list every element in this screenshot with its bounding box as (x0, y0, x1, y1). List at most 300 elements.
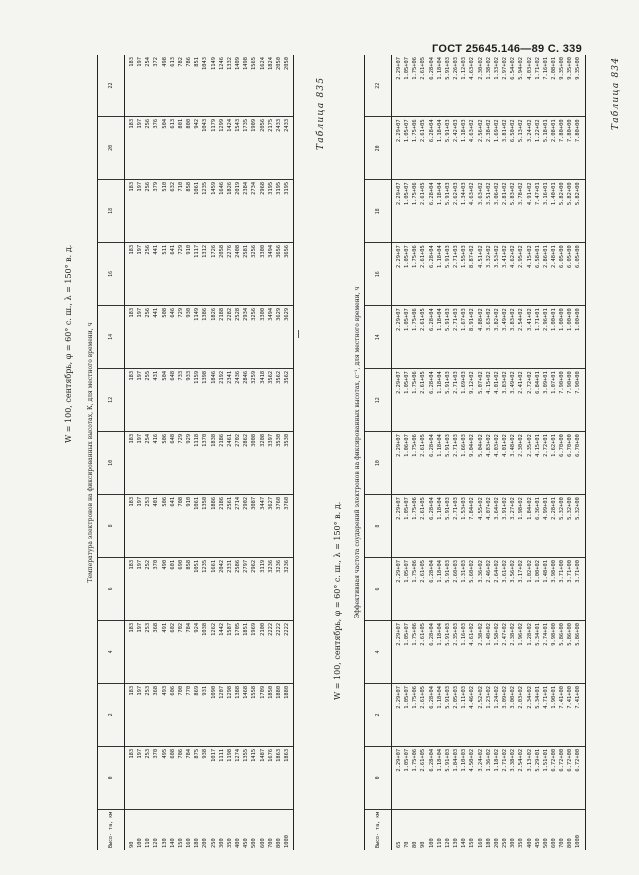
time-column-header: 10 (98, 431, 125, 494)
value-cell: 4.61+02 (468, 621, 476, 684)
value-cell: 4.03+02 (526, 55, 534, 117)
value-cell: 256 (144, 116, 152, 179)
value-cell: 2.48+01 (550, 243, 558, 306)
value-cell: 1909 (250, 116, 258, 179)
value-cell: 5.07+02 (477, 369, 485, 432)
value-cell: 3256 (250, 242, 258, 305)
table-row (144, 55, 152, 850)
time-column-header: 22 (98, 55, 125, 116)
value-cell: 3.71+00 (566, 558, 574, 621)
table-row (392, 55, 404, 850)
value-cell: 256 (144, 305, 152, 368)
value-cell: 9.35+00 (566, 55, 574, 117)
value-cell: 5.04+02 (477, 432, 485, 495)
value-cell: 1061 (193, 494, 201, 557)
value-cell: 641 (169, 494, 177, 557)
table-row (468, 55, 476, 850)
value-cell: 5.83+02 (509, 180, 517, 243)
time-column-header: 0 (98, 746, 125, 809)
value-cell: 2.61+05 (419, 243, 427, 306)
value-cell: 183 (125, 305, 137, 368)
value-cell: 2.72+01 (542, 432, 550, 495)
value-cell: 3656 (275, 242, 283, 305)
value-cell: 2.30+02 (517, 432, 525, 495)
value-cell: 1705 (234, 620, 242, 683)
table-row (444, 55, 452, 850)
value-cell: 1298 (226, 683, 234, 746)
value-cell: 1.84+03 (452, 746, 460, 809)
value-cell: 1624 (259, 55, 267, 116)
height-cell: 450 (534, 838, 541, 848)
value-cell: 3.98+00 (550, 558, 558, 621)
height-cell: 120 (153, 838, 160, 848)
time-column-header: 10 (365, 432, 392, 495)
value-cell: 6.05+00 (566, 243, 574, 306)
height-cell: 350 (226, 838, 233, 848)
value-cell: 770 (185, 683, 193, 746)
value-cell: 5.91+03 (444, 117, 452, 180)
value-cell: 6.70+00 (566, 432, 574, 495)
height-cell: 250 (502, 838, 509, 848)
value-cell: 1388 (234, 683, 242, 746)
value-cell: 2.61+05 (419, 369, 427, 432)
value-cell: 2797 (242, 557, 250, 620)
value-cell: 1.05+07 (403, 117, 411, 180)
value-cell: 183 (125, 746, 137, 809)
table-834 (85, 55, 294, 850)
height-cell: 800 (567, 838, 574, 848)
value-cell: 3656 (283, 242, 294, 305)
value-cell: 2.41+02 (517, 369, 525, 432)
value-cell: 3.56+02 (509, 558, 517, 621)
table-row (218, 55, 226, 850)
value-cell: 1.22+02 (534, 117, 542, 180)
value-cell: 2276 (226, 242, 234, 305)
table-row (509, 55, 517, 850)
value-cell: 3.61+02 (501, 558, 509, 621)
value-cell: 2.08+01 (550, 55, 558, 117)
value-cell: 910 (185, 242, 193, 305)
value-cell: 2.29+07 (392, 180, 404, 243)
value-cell: 401 (152, 494, 160, 557)
value-cell: 5.86+00 (566, 621, 574, 684)
value-cell: 5.94+02 (517, 55, 525, 117)
value-cell: 3397 (267, 431, 275, 494)
table-row (226, 55, 234, 850)
table-row (152, 55, 160, 850)
value-cell: 1149 (193, 305, 201, 368)
table-834-caption: Таблица 834 (611, 56, 621, 130)
height-column-header: Высо- та, км (365, 809, 392, 850)
value-cell: 2.61+05 (419, 306, 427, 369)
value-cell: 197 (136, 683, 144, 746)
value-cell: 1886 (210, 494, 218, 557)
value-cell: 1880 (283, 683, 294, 746)
value-cell: 2714 (234, 494, 242, 557)
value-cell: 3562 (275, 368, 283, 431)
value-cell: 690 (177, 557, 185, 620)
time-column-header: 6 (365, 558, 392, 621)
table-row (169, 55, 177, 850)
value-cell: 1.31+03 (460, 558, 468, 621)
value-cell: 613 (169, 55, 177, 116)
value-cell: 1350 (201, 494, 209, 557)
value-cell: 1.75+06 (411, 683, 419, 746)
value-cell: 1299 (218, 116, 226, 179)
value-cell: 5.91+03 (444, 558, 452, 621)
value-cell: 6.05+00 (558, 243, 566, 306)
value-cell: 2.61+05 (419, 495, 427, 558)
value-cell: 2.60+03 (452, 558, 460, 621)
height-cell: 600 (550, 838, 557, 848)
value-cell: 1.24+02 (493, 683, 501, 746)
value-cell: 1117 (193, 242, 201, 305)
height-cell: 65 (396, 841, 402, 848)
height-cell: 180 (194, 838, 201, 848)
value-cell: 2384 (242, 179, 250, 242)
value-cell: 3.41+02 (501, 243, 509, 306)
value-cell: 2.05+03 (452, 683, 460, 746)
value-cell: 1.75+06 (411, 432, 419, 495)
value-cell: 6.28+04 (428, 558, 436, 621)
value-cell: 1017 (210, 746, 218, 809)
value-cell: 197 (136, 368, 144, 431)
value-cell: 2.74+01 (542, 621, 550, 684)
value-cell: 256 (144, 242, 152, 305)
table-row (534, 55, 542, 850)
value-cell: 782 (177, 55, 185, 116)
page-header: ГОСТ 25645.146—89 С. 339 (432, 43, 582, 55)
value-cell: 253 (144, 620, 152, 683)
value-cell: 5.34+01 (534, 621, 542, 684)
value-cell: 1.90+01 (550, 683, 558, 746)
value-cell: 5.91+03 (444, 746, 452, 809)
value-cell: 2.29+07 (392, 683, 404, 746)
value-cell: 3.36+02 (477, 558, 485, 621)
value-cell: 253 (144, 494, 152, 557)
value-cell: 4.62+02 (509, 243, 517, 306)
value-cell: 2019 (234, 179, 242, 242)
value-cell: 800 (185, 116, 193, 179)
value-cell: 2702 (234, 431, 242, 494)
value-cell: 3.83+02 (509, 306, 517, 369)
value-cell: 254 (144, 431, 152, 494)
value-cell: 1386 (201, 305, 209, 368)
value-cell: 5.82+00 (566, 180, 574, 243)
value-cell: 2586 (234, 557, 242, 620)
height-cell: 600 (259, 838, 266, 848)
value-cell: 1207 (218, 683, 226, 746)
table-row (201, 55, 209, 850)
value-cell: 6.28+04 (428, 621, 436, 684)
value-cell: 2846 (242, 368, 250, 431)
value-cell: 1409 (234, 55, 242, 116)
value-cell: 2.52+02 (477, 683, 485, 746)
value-cell: 3195 (275, 179, 283, 242)
value-cell: 3208 (259, 431, 267, 494)
value-cell: 490 (161, 557, 169, 620)
value-cell: 2.61+05 (419, 683, 427, 746)
value-cell: 1355 (242, 746, 250, 809)
value-cell: 2581 (242, 242, 250, 305)
height-cell: 300 (510, 838, 517, 848)
value-cell: 6.36+01 (534, 495, 542, 558)
value-cell: 3760 (275, 494, 283, 557)
value-cell: 3627 (267, 494, 275, 557)
height-cell: 120 (444, 838, 451, 848)
registration-mark (298, 330, 299, 338)
table-834-grid (97, 55, 294, 850)
table-row (185, 55, 193, 850)
height-cell: 1000 (574, 809, 585, 850)
value-cell: 1.05+07 (403, 558, 411, 621)
value-cell: 858 (185, 557, 193, 620)
height-cell: 500 (542, 838, 549, 848)
value-cell: 3195 (283, 179, 294, 242)
value-cell: 1312 (201, 242, 209, 305)
value-cell: 3.49+02 (509, 369, 517, 432)
value-cell: 6.28+04 (428, 117, 436, 180)
value-cell: 3.63+02 (485, 306, 493, 369)
value-cell: 1.75+06 (411, 495, 419, 558)
value-cell: 183 (125, 55, 137, 116)
value-cell: 1159 (193, 368, 201, 431)
value-cell: 1262 (210, 620, 218, 683)
table-row (566, 55, 574, 850)
value-cell: 197 (136, 116, 144, 179)
value-cell: 2433 (275, 116, 283, 179)
table-row (574, 55, 585, 850)
value-cell: 1198 (226, 746, 234, 809)
value-cell: 3.32+02 (485, 243, 493, 306)
value-cell: 3236 (275, 557, 283, 620)
value-cell: 1.67+03 (460, 306, 468, 369)
value-cell: 1.18+03 (460, 117, 468, 180)
value-cell: 801 (177, 116, 185, 179)
value-cell: 6.28+04 (428, 495, 436, 558)
value-cell: 2.29+07 (392, 306, 404, 369)
value-cell: 3.09+01 (542, 369, 550, 432)
table-row (283, 55, 294, 850)
value-cell: 2.38+02 (509, 621, 517, 684)
value-cell: 1.75+06 (411, 558, 419, 621)
height-cell: 700 (559, 838, 566, 848)
value-cell: 253 (144, 683, 152, 746)
value-cell: 2.61+05 (419, 117, 427, 180)
value-cell: 441 (152, 242, 160, 305)
value-cell: 9.35+00 (574, 55, 585, 117)
table-835 (352, 55, 586, 850)
value-cell: 1.84+02 (526, 495, 534, 558)
value-cell: 431 (152, 368, 160, 431)
value-cell: 495 (161, 746, 169, 809)
value-cell: 197 (136, 746, 144, 809)
value-cell: 2186 (218, 431, 226, 494)
value-cell: 7.41+00 (574, 683, 585, 746)
value-cell: 3.63+02 (477, 180, 485, 243)
value-cell: 5.86+00 (574, 621, 585, 684)
value-cell: 508 (161, 305, 169, 368)
time-column-header: 18 (365, 180, 392, 243)
value-cell: 197 (136, 242, 144, 305)
value-cell: 1.16+03 (460, 621, 468, 684)
value-cell: 2.54+02 (517, 306, 525, 369)
value-cell: 1118 (193, 431, 201, 494)
value-cell: 2.71+03 (452, 369, 460, 432)
height-cell: 150 (177, 838, 184, 848)
value-cell: 1846 (210, 368, 218, 431)
value-cell: 3.49+02 (501, 306, 509, 369)
value-cell: 3.82+02 (493, 306, 501, 369)
value-cell: 602 (169, 620, 177, 683)
value-cell: 1.18+02 (493, 746, 501, 809)
value-cell: 3256 (250, 305, 258, 368)
value-cell: 3.81+02 (501, 117, 509, 180)
value-cell: 2282 (226, 305, 234, 368)
value-cell: 2902 (242, 494, 250, 557)
time-column-header: 0 (365, 746, 392, 809)
value-cell: 4.03+02 (493, 432, 501, 495)
time-column-header: 6 (98, 557, 125, 620)
value-cell: 498 (161, 55, 169, 116)
value-cell: 506 (161, 431, 169, 494)
time-column-header: 2 (365, 683, 392, 746)
value-cell: 183 (125, 116, 137, 179)
value-cell: 2.61+05 (419, 432, 427, 495)
value-cell: 3.16+01 (542, 180, 550, 243)
value-cell: 3447 (259, 494, 267, 557)
value-cell: 7.80+00 (558, 117, 566, 180)
value-cell: 6.72+00 (550, 746, 558, 809)
value-cell: 1.75+06 (411, 55, 419, 117)
value-cell: 1.69+02 (493, 117, 501, 180)
value-cell: 1676 (267, 746, 275, 809)
value-cell: 933 (185, 368, 193, 431)
value-cell: 5.91+03 (444, 306, 452, 369)
value-cell: 4.15+01 (534, 432, 542, 495)
value-cell: 2.61+05 (419, 55, 427, 117)
value-cell: 1424 (226, 116, 234, 179)
height-cell: 700 (267, 838, 274, 848)
height-cell: 1000 (283, 809, 294, 850)
value-cell: 1274 (234, 746, 242, 809)
value-cell: 197 (136, 55, 144, 116)
value-cell: 256 (144, 179, 152, 242)
value-cell: 2.29+07 (392, 117, 404, 180)
value-cell: 1880 (275, 683, 283, 746)
value-cell: 183 (125, 620, 137, 683)
value-cell: 5.91+03 (444, 180, 452, 243)
value-cell: 5.18+01 (542, 117, 550, 180)
value-cell: 7.90+00 (566, 369, 574, 432)
value-cell: 2.97+02 (501, 55, 509, 117)
value-cell: 1.23+02 (485, 683, 493, 746)
value-cell: 2.38+02 (477, 621, 485, 684)
time-column-header: 16 (365, 243, 392, 306)
value-cell: 1.33+02 (493, 55, 501, 117)
value-cell: 4.15+02 (485, 369, 493, 432)
value-cell: 5.82+00 (558, 180, 566, 243)
height-cell: 300 (218, 838, 225, 848)
value-cell: 1735 (242, 116, 250, 179)
value-cell: 2.95+02 (517, 243, 525, 306)
value-cell: 370 (152, 557, 160, 620)
value-cell: 2.46+02 (485, 558, 493, 621)
value-cell: 6.72+00 (566, 746, 574, 809)
value-cell: 1863 (275, 746, 283, 809)
value-cell: 4.83+02 (485, 432, 493, 495)
height-cell: 200 (202, 838, 209, 848)
value-cell: 197 (136, 620, 144, 683)
value-cell: 1.34+03 (460, 180, 468, 243)
value-cell: 7.47+01 (534, 180, 542, 243)
value-cell: 504 (161, 116, 169, 179)
time-column-header: 8 (365, 495, 392, 558)
value-cell: 441 (152, 305, 160, 368)
value-cell: 252 (144, 557, 152, 620)
value-cell: 3.38+02 (509, 746, 517, 809)
value-cell: 1851 (242, 620, 250, 683)
value-cell: 5.13+02 (517, 117, 525, 180)
table-row (242, 55, 250, 850)
value-cell: 632 (169, 179, 177, 242)
value-cell: 2.81+02 (501, 180, 509, 243)
value-cell: 3629 (275, 305, 283, 368)
value-cell: 5.86+00 (558, 621, 566, 684)
value-cell: 1051 (193, 557, 201, 620)
value-cell: 1043 (201, 116, 209, 179)
value-cell: 6.28+04 (428, 432, 436, 495)
value-cell: 1.05+07 (403, 243, 411, 306)
table-row (210, 55, 218, 850)
value-cell: 3.53+02 (493, 243, 501, 306)
value-cell: 4.63+02 (468, 55, 476, 117)
value-cell: 1.05+07 (403, 621, 411, 684)
height-cell: 100 (428, 838, 435, 848)
value-cell: 197 (136, 305, 144, 368)
height-cell: 150 (469, 838, 476, 848)
value-cell: 858 (185, 179, 193, 242)
table-row (452, 55, 460, 850)
time-column-header: 14 (98, 305, 125, 368)
value-cell: 1090 (210, 683, 218, 746)
value-cell: 3.71+00 (558, 558, 566, 621)
value-cell: 641 (169, 242, 177, 305)
value-cell: 1.75+06 (411, 180, 419, 243)
value-cell: 1149 (210, 55, 218, 116)
value-cell: 4.01+02 (501, 432, 509, 495)
value-cell: 2.28+01 (550, 495, 558, 558)
value-cell: 786 (185, 55, 193, 116)
value-cell: 6.70+00 (558, 432, 566, 495)
value-cell: 2058 (218, 242, 226, 305)
value-cell: 183 (125, 368, 137, 431)
value-cell: 183 (125, 683, 137, 746)
value-cell: 183 (125, 494, 137, 557)
value-cell: 942 (193, 116, 201, 179)
value-cell: 2.29+07 (392, 55, 404, 117)
value-cell: 5.91+03 (444, 55, 452, 117)
value-cell: 493 (161, 683, 169, 746)
value-cell: 3.51+02 (485, 180, 493, 243)
table-row (460, 55, 468, 850)
value-cell: 2561 (226, 494, 234, 557)
value-cell: 3087 (250, 494, 258, 557)
height-cell: 450 (243, 838, 250, 848)
value-cell: 3562 (283, 368, 294, 431)
height-cell: 250 (210, 838, 217, 848)
value-cell: 5.91+03 (444, 369, 452, 432)
